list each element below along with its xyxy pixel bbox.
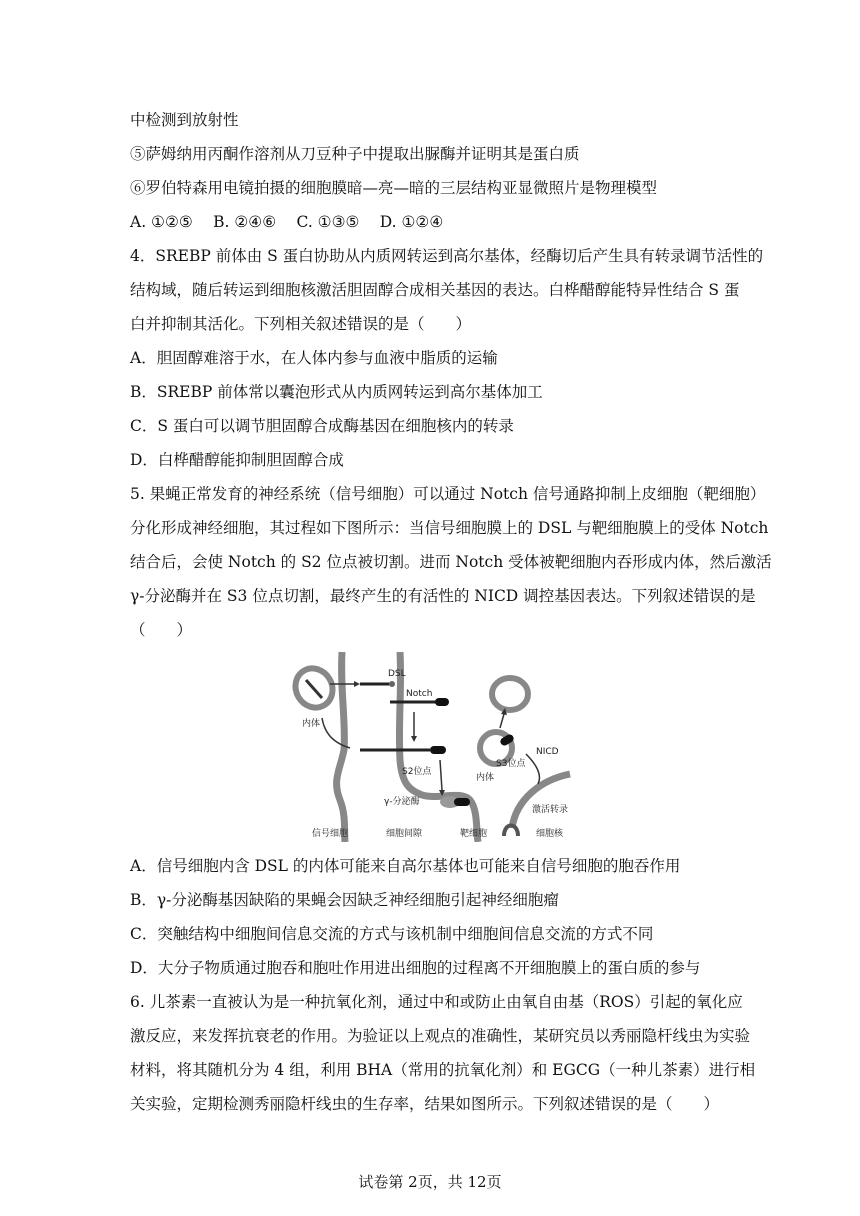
option-b: B．SREBP 前体常以囊泡形式从内质网转运到高尔基体加工	[130, 383, 543, 401]
label-endosome-left: 内体	[302, 719, 321, 729]
arrow-nicd	[526, 754, 540, 784]
label-signal-cell: 信号细胞	[312, 829, 349, 839]
option-b: B．γ-分泌酶基因缺陷的果蝇会因缺乏神经细胞引起神经细胞瘤	[130, 891, 559, 909]
arrow-down-head	[411, 736, 417, 742]
text-line: 材料，将其随机分为 4 组，利用 BHA（常用的抗氧化剂）和 EGCG（一种儿茶素）进行相	[130, 1061, 756, 1079]
text-line: 结构域，随后转运到细胞核激活胆固醇合成相关基因的表达。白桦醋醇能特异性结合 S 蛋	[130, 281, 740, 299]
question-5-stem: 5. 果蝇正常发育的神经系统（信号细胞）可以通过 Notch 信号通路抑制上皮细胞（靶细胞）	[130, 485, 766, 503]
label-activate: 激活转录	[532, 805, 569, 815]
label-s2: S2位点	[402, 767, 432, 777]
notch-in-target	[454, 798, 470, 806]
arrow-down-2	[440, 760, 442, 790]
text-line: 分化形成神经细胞，其过程如下图所示：当信号细胞膜上的 DSL 与靶细胞膜上的受体 Notch	[130, 519, 769, 537]
text-line: （ ）	[130, 621, 193, 639]
label-target-cell: 靶细胞	[460, 829, 488, 839]
label-nucleus: 细胞核	[536, 829, 564, 839]
text-line: 激反应，来发挥抗衰老的作用。为验证以上观点的准确性，某研究员以秀丽隐杆线虫为实验	[130, 1027, 751, 1045]
text-line: 关实验，定期检测秀丽隐杆线虫的生存率，结果如图所示。下列叙述错误的是（ ）	[130, 1095, 720, 1113]
signal-cell-membrane	[337, 652, 345, 842]
label-dsl: DSL	[388, 669, 406, 679]
nucleus-pore	[504, 826, 518, 837]
text-line: γ-分泌酶并在 S3 位点切割，最终产生的有活性的 NICD 调控基因表达。下列叙述错误的是	[130, 587, 756, 605]
page-footer: 试卷第 2页，共 12页	[358, 1173, 502, 1191]
label-gamma: γ-分泌酶	[384, 797, 420, 807]
question-4-stem: 4．SREBP 前体由 S 蛋白协助从内质网转运到高尔基体，经酶切后产生具有转录调节活性的	[130, 247, 764, 265]
dsl-head	[389, 681, 395, 687]
question-6-stem: 6. 儿茶素一直被认为是一种抗氧化剂，通过中和或防止由氧自由基（ROS）引起的氧化应	[130, 993, 743, 1011]
text-line: 结合后，会使 Notch 的 S2 位点被切割。进而 Notch 受体被靶细胞内吞形成内体，然后激活	[130, 553, 772, 571]
option-d: D．白桦醋醇能抑制胆固醇合成	[130, 451, 344, 469]
text-line: ⑤萨姆纳用丙酮作溶剂从刀豆种子中提取出脲酶并证明其是蛋白质	[130, 145, 580, 163]
notch-bound-tail	[430, 746, 446, 754]
label-nicd: NICD	[536, 747, 559, 757]
option-d: D．大分子物质通过胞吞和胞吐作用进出细胞的过程离不开细胞膜上的蛋白质的参与	[130, 959, 701, 977]
label-notch: Notch	[406, 689, 433, 699]
endosome-dsl	[306, 680, 322, 698]
label-gap: 细胞间隙	[386, 829, 423, 839]
notch-pathway-diagram	[290, 650, 580, 842]
label-endosome-right: 内体	[476, 773, 495, 783]
label-s3: S3位点	[496, 759, 526, 769]
nucleus-membrane	[512, 774, 570, 828]
right-endosome-top	[492, 678, 528, 710]
text-line: 中检测到放射性	[130, 111, 239, 129]
text-line: 白并抑制其活化。下列相关叙述错误的是（ ）	[130, 315, 472, 333]
diagram-svg	[290, 650, 580, 842]
notch-tail	[435, 698, 449, 706]
option-a: A．胆固醇难溶于水，在人体内参与血液中脂质的运输	[130, 349, 498, 367]
text-line: ⑥罗伯特森用电镜拍摄的细胞膜暗—亮—暗的三层结构亚显微照片是物理模型	[130, 179, 658, 197]
answer-options: A. ①②⑤ B. ②④⑥ C. ①③⑤ D. ①②④	[130, 213, 444, 231]
option-c: C．突触结构中细胞间信息交流的方式与该机制中细胞间信息交流的方式不同	[130, 925, 654, 943]
arrow-1-head	[354, 681, 360, 687]
option-c: C．S 蛋白可以调节胆固醇合成酶基因在细胞核内的转录	[130, 417, 514, 435]
arrow-up	[500, 714, 504, 728]
option-a: A．信号细胞内含 DSL 的内体可能来自高尔基体也可能来自信号细胞的胞吞作用	[130, 857, 681, 875]
